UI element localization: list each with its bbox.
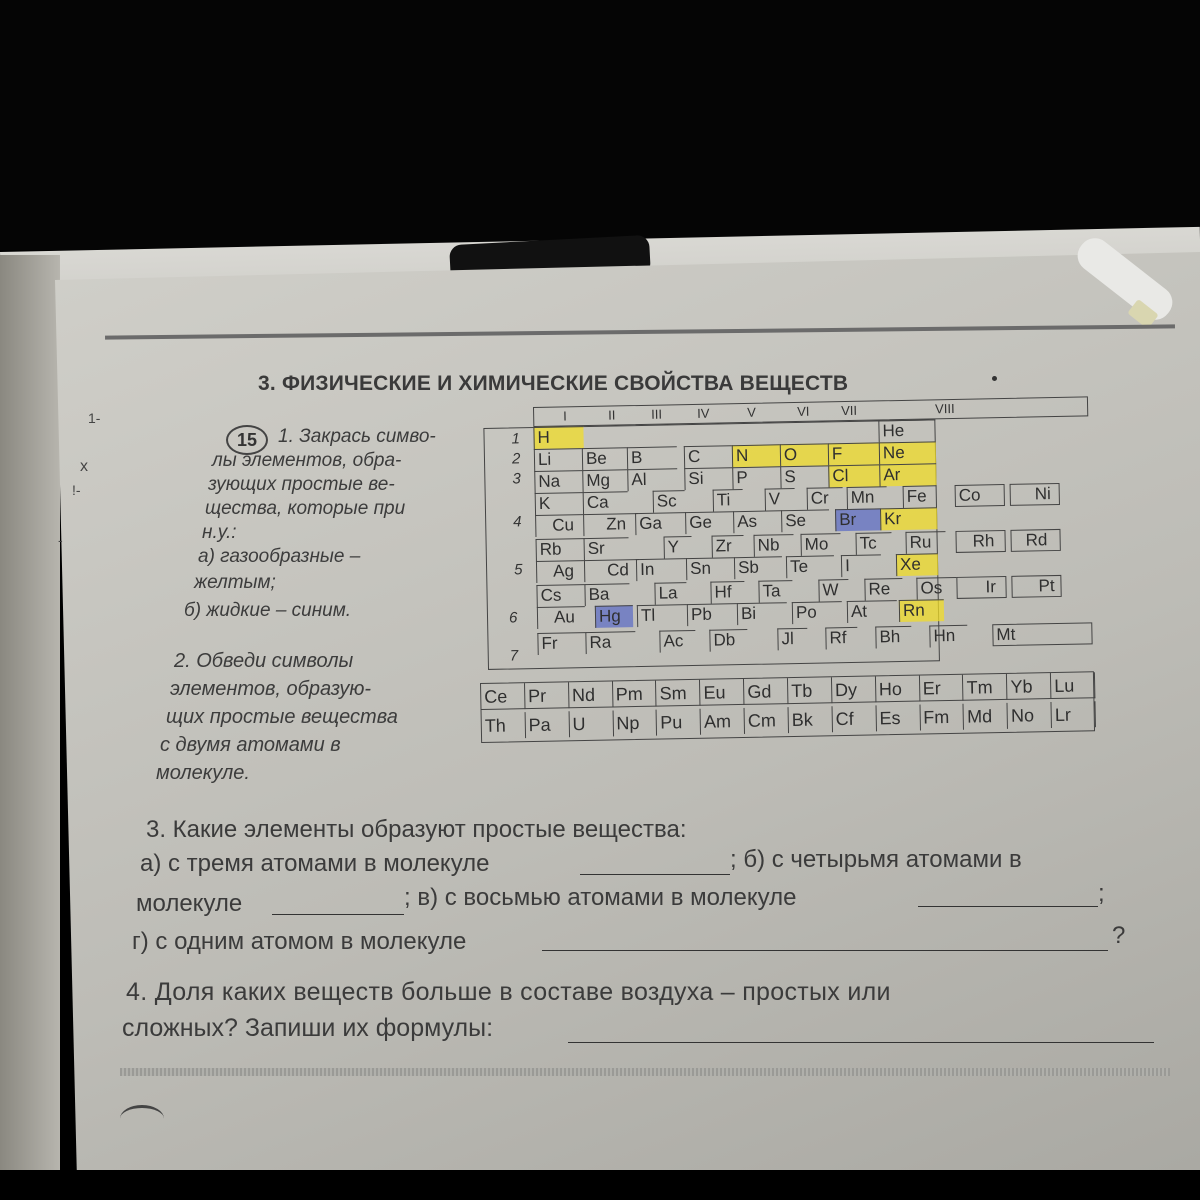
group-label: IV [696,405,710,421]
element-cell: Mo [800,533,840,556]
element-cell: Nb [753,534,793,557]
element-cell: In [636,558,686,581]
element-cell: O [780,443,828,466]
element-cell: Fe [903,485,937,508]
task1-line: н.у.: [202,522,237,543]
page-arc-mark [120,1105,164,1132]
actinide-cell: Np [613,710,657,737]
element-cell: Ra [585,631,635,654]
element-cell: Zr [711,535,743,558]
actinide-cell: Lr [1052,701,1096,728]
task3-b-label: ; б) с четырьмя атомами в [730,846,1022,873]
element-cell: F [828,442,879,465]
element-cell: Tl [637,604,687,627]
element-cell: Ag [536,560,584,583]
element-cell: Cs [536,584,584,607]
element-cell: Co [955,484,1005,507]
lanthanide-cell: Ho [876,676,920,703]
period-label: 2 [511,450,521,468]
element-cell: Db [709,629,747,652]
task2-line: 2. Обведи символы [174,650,354,672]
element-cell: Sc [653,490,685,513]
element-cell: Sb [734,556,782,579]
element-cell: Ca [583,491,628,514]
group-label: V [746,404,756,420]
group-label: VIII [934,400,955,417]
element-cell: Po [792,601,842,624]
actinide-cell: Pa [525,711,569,738]
task3-a-label: а) с тремя атомами в молекуле [140,850,490,877]
element-cell: Si [684,467,732,490]
section-heading: 3. ФИЗИЧЕСКИЕ И ХИМИЧЕСКИЕ СВОЙСТВА ВЕЩЕСТВ [258,372,849,395]
lanthanide-cell: Lu [1051,672,1095,699]
actinide-cell: Pu [657,709,701,736]
element-cell: Fr [537,632,585,655]
element-cell: P [732,466,780,489]
actinide-cell: No [1008,702,1052,729]
period-label: 1 [511,430,521,448]
element-cell: Br [835,508,880,531]
margin-mark: 1- [88,410,101,426]
lanthanide-cell: Gd [744,678,788,705]
element-cell: Hg [595,605,633,628]
group-label: II [608,407,616,423]
period-label: 3 [512,470,521,488]
element-cell: Na [534,470,582,493]
element-cell: As [733,510,781,533]
task1-line: а) газообразные – [198,546,361,567]
group-label: VI [796,403,810,419]
element-cell: Ga [635,512,685,535]
task2-line: с двумя атомами в [160,734,341,756]
lanthanide-cell: Tm [963,674,1007,701]
element-cell: Rf [825,627,857,650]
element-cell: Cu [535,514,583,537]
lanthanide-cell: Yb [1007,673,1051,700]
group-label: III [651,406,663,422]
element-cell: B [627,446,677,469]
actinide-cell: U [569,710,613,737]
element-cell: I [841,554,881,577]
element-cell: Mn [847,486,887,509]
lanthanide-cell: Dy [832,676,876,703]
element-cell: Ru [905,531,945,554]
answer-blank-d[interactable] [542,950,1108,951]
margin-mark: x [80,458,88,475]
element-cell: La [654,582,686,605]
task1-line: б) жидкие – синим. [184,600,352,621]
actinide-cell: Es [876,705,920,732]
element-cell: Kr [880,507,937,530]
element-cell: Cd [584,559,639,582]
element-cell: Zn [583,513,638,536]
task2-line: щих простые вещества [166,706,398,728]
element-cell: Ne [879,441,936,464]
answer-blank-task4[interactable] [568,1042,1154,1043]
element-cell: Bi [737,602,787,625]
answer-blank-c[interactable] [918,906,1098,907]
element-cell: Sr [584,537,629,560]
element-cell: Mt [992,622,1092,646]
period-label: 5 [513,561,523,579]
element-cell: Os [916,577,956,600]
group-label: I [563,408,567,424]
group-label: VII [840,402,858,419]
task1-line: лы элементов, обра- [212,450,402,471]
element-cell: V [765,488,795,511]
element-cell: C [684,445,732,468]
margin-mark: - [58,532,63,548]
element-cell: Al [627,468,677,491]
actinide-cell: Cf [832,705,876,732]
element-cell: Be [582,447,627,470]
answer-blank-a[interactable] [580,874,730,875]
element-cell: Se [781,509,829,532]
task4-line2: сложных? Запиши их формулы: [122,1014,494,1042]
element-cell: Xe [896,553,938,576]
element-cell: Li [534,448,582,471]
element-cell: Rn [899,599,944,622]
lanthanide-cell: Sm [656,680,700,707]
margin-mark: !- [72,482,81,498]
element-cell: N [732,444,780,467]
task2-line: молекуле. [156,762,250,784]
actinide-cell: Md [964,703,1008,730]
task3-c-end: ; [1098,880,1105,907]
lanthanides-actinides-table [480,671,1095,743]
element-cell: Cl [828,464,879,487]
element-cell: Pb [687,603,737,626]
lanthanide-cell: Pr [525,682,569,709]
element-cell: H [533,426,583,449]
element-cell: Ge [685,511,733,534]
bottom-rule [120,1068,1170,1076]
element-cell: Re [864,578,902,601]
element-cell: Sn [686,557,734,580]
element-cell: Hf [710,581,744,604]
actinide-cell: Am [701,708,745,735]
actinide-cell: Th [482,712,526,739]
actinide-cell: Fm [920,704,964,731]
element-cell: Rh [955,530,1005,553]
element-cell: Rd [1010,529,1060,552]
element-cell: Ac [659,630,695,653]
left-page-edge [0,255,60,1175]
lanthanide-cell: Er [920,675,964,702]
task1-line: 1. Закрась симво- [278,426,436,447]
lanthanide-cell: Pm [613,681,657,708]
element-cell: Y [664,536,692,559]
element-cell: K [535,492,583,515]
task3-d-label: г) с одним атомом в молекуле [132,928,467,955]
task1-line: желтым; [194,572,276,593]
period-label: 4 [513,513,522,531]
lanthanide-cell: Nd [569,681,613,708]
element-cell: Ta [758,580,792,603]
period-label: 7 [509,647,519,665]
task3-c-label: ; в) с восьмью атомами в молекуле [404,884,797,911]
heading-dot [992,376,997,381]
element-cell: S [780,465,828,488]
element-cell: Tc [855,532,891,555]
period-label: 6 [508,609,518,627]
task3-d-end: ? [1112,922,1126,949]
element-cell: Ba [584,583,629,606]
element-cell: Rb [536,538,584,561]
actinide-cell: Bk [789,706,833,733]
bottom-dark-strip [0,1170,1200,1200]
lanthanide-cell: Tb [788,677,832,704]
task4-line1: 4. Доля каких веществ больше в составе воздуха – простых или [126,978,891,1006]
periodic-table [483,396,1093,670]
element-cell: Hn [929,625,967,648]
task2-line: элементов, образую- [170,678,372,700]
element-cell: Au [537,606,585,629]
element-cell: Bh [875,626,911,649]
element-cell: Ti [713,489,743,512]
task3-title: 3. Какие элементы образуют простые вещества: [146,816,687,843]
element-cell: At [847,600,897,623]
element-cell: Te [786,555,834,578]
exercise-number-badge: 15 [226,425,268,455]
lanthanide-cell: Eu [700,679,744,706]
task1-line: зующих простые ве- [208,474,395,495]
lanthanide-cell: Ce [481,683,525,710]
dark-background [0,0,1200,250]
element-cell: W [818,579,848,602]
element-cell: He [878,419,935,442]
element-cell: Pt [1011,575,1061,598]
element-cell: Ni [1010,483,1060,506]
task3-b-cont: молекуле [136,890,243,917]
element-cell: Ir [956,576,1006,599]
answer-blank-b[interactable] [272,914,404,915]
element-cell: Cr [807,487,843,510]
element-cell: Jl [777,628,807,651]
actinide-cell: Cm [745,707,789,734]
task1-line: щества, которые при [205,498,406,519]
element-cell: Ar [879,463,936,486]
element-cell: Mg [582,469,627,492]
